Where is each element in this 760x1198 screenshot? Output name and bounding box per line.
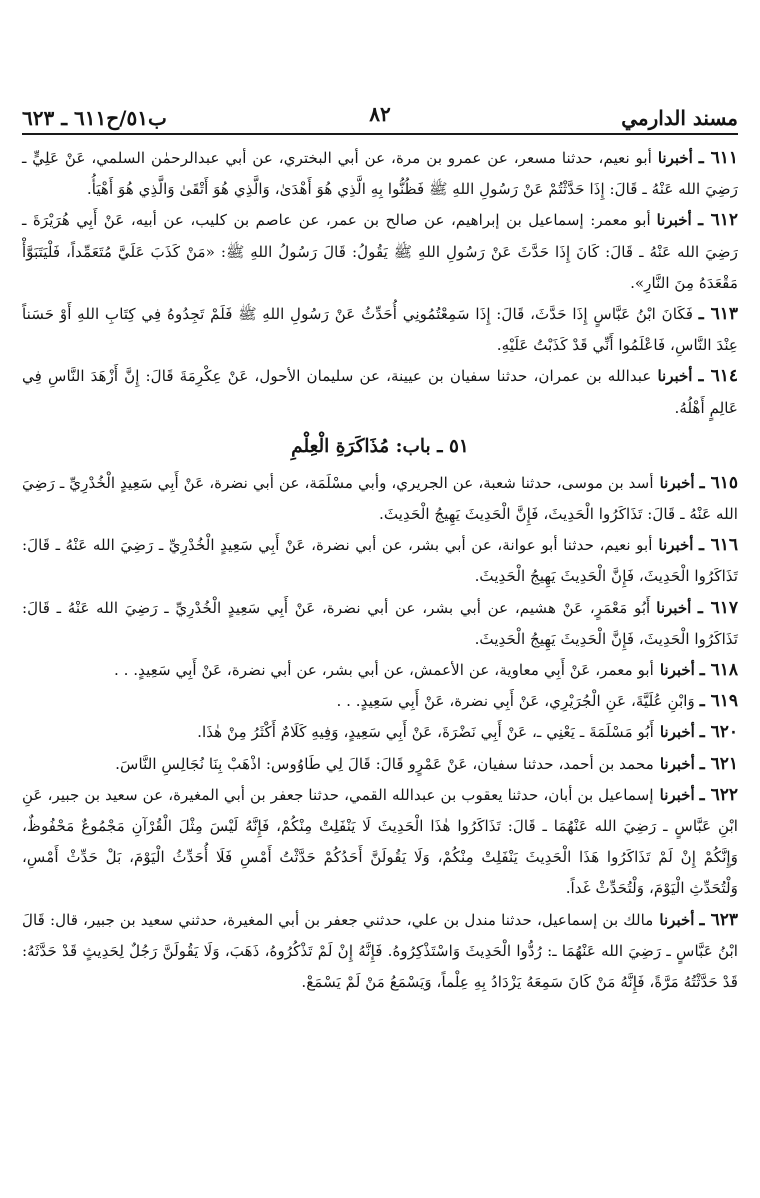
hadith-paragraph — [22, 780, 738, 905]
header-rule — [22, 133, 738, 135]
hadith-paragraph — [22, 468, 738, 530]
narration-lead: أخبرنا — [656, 211, 692, 230]
hadith-group-1 — [22, 143, 738, 424]
hadith-paragraph — [22, 205, 738, 299]
narration-lead: أخبرنا — [659, 723, 695, 742]
hadith-paragraph — [22, 143, 738, 205]
hadith-paragraph — [22, 530, 738, 592]
hadith-number: ٦١١ ـ — [698, 148, 739, 168]
narration-lead: أخبرنا — [657, 367, 693, 386]
hadith-number: ٦١٢ ـ — [698, 210, 739, 231]
hadith-number: ٦٢١ ـ — [699, 753, 738, 774]
hadith-paragraph — [22, 593, 738, 655]
hadith-group-2 — [22, 468, 738, 998]
hadith-text: أبو معمر: إسماعيل بن إبراهيم، عن صالح بن عمر، عن عاصم بن كليب، عن أبيه، عَنْ أَبِي هُرَيْرَةَ ـ رَضِيَ الله عَنْهُ ـ قَالَ: كَانَ إِذَا حَدَّثَ عَنْ رَسُولِ اللهِ ﷺ يَقُولُ: قَالَ رَسُولُ اللهِ ﷺ: «مَنْ كَذَبَ عَلَيَّ مُتَعَمِّداً، فَلْيَتَبَوَّأْ مَقْعَدَهُ مِنَ النَّارِ». — [22, 211, 738, 292]
narration-lead: أخبرنا — [658, 536, 694, 555]
narration-lead: أخبرنا — [659, 661, 695, 680]
narration-lead: أخبرنا — [659, 910, 695, 929]
page-body — [22, 143, 738, 998]
hadith-paragraph — [22, 749, 738, 780]
hadith-text: عبدالله بن عمران، حدثنا سفيان بن عيينة، عن سليمان الأحول، عَنْ عِكْرِمَةَ قَالَ: إِنَّ أَزْهَدَ النَّاسِ فِي عَالِمٍ أَهْلُهُ. — [22, 367, 738, 417]
hadith-text: أبو نعيم، حدثنا أبو عوانة، عن أبي بشر، عن أبي نضرة، عَنْ أَبِي سَعِيدٍ الْخُدْرِيِّ ـ رَضِيَ الله عَنْهُ ـ قَالَ: تَذَاكَرُوا الْحَدِيثَ، فَإِنَّ الْحَدِيثَ يَهِيجُ الْحَدِيثَ. — [22, 536, 738, 586]
narration-lead: أخبرنا — [659, 785, 695, 804]
chapter-title: ٥١ ـ باب: مُذَاكَرَةِ الْعِلْمِ — [291, 435, 469, 457]
book-title: مسند الدارمي — [621, 106, 738, 130]
hadith-number: ٦٢٢ ـ — [699, 784, 738, 805]
hadith-paragraph — [22, 905, 738, 999]
hadith-number: ٦١٧ ـ — [697, 597, 739, 618]
hadith-paragraph — [22, 717, 738, 748]
hadith-number: ٦١٤ ـ — [698, 366, 739, 387]
hadith-paragraph — [22, 299, 738, 361]
hadith-number: ٦١٨ ـ — [699, 660, 738, 681]
narration-lead: أخبرنا — [659, 473, 695, 492]
hadith-number: ٦١٣ ـ — [698, 304, 739, 325]
hadith-text: أبو نعيم، حدثنا مسعر، عن عمرو بن مرة، عن أبي البختري، عن أبي عبدالرحمٰن السلمي، عَنْ عَلِيٍّ ـ رَضِيَ الله عَنْهُ ـ قَالَ: إِذَا حَدَّثْتُمْ عَنْ رَسُولِ اللهِ ﷺ فَظُنُّوا بِهِ الَّذِي هُوَ أَهْدَىٰ، وَالَّذِي هُوَ أَتْقَىٰ وَالَّذِي هُوَ أَهْيَأُ. — [22, 149, 738, 199]
hadith-number: ٦٢٣ ـ — [699, 909, 738, 930]
page-number: ٨٢ — [369, 102, 391, 126]
hadith-text: أَبُو مَعْمَرٍ، عَنْ هشيم، عن أبي بشر، عن أبي نضرة، عَنْ أَبِي سَعِيدٍ الْخُدْرِيِّ ـ رَضِيَ الله عَنْهُ ـ قَالَ: تَذَاكَرُوا الْحَدِيثَ، فَإِنَّ الْحَدِيثَ يَهِيجُ الْحَدِيثَ. — [22, 598, 738, 648]
narration-lead: أخبرنا — [657, 149, 693, 167]
hadith-paragraph — [22, 361, 738, 423]
hadith-text: أبو معمر، عَنْ أَبِي معاوية، عن الأعمش، عن أبي بشر، عن أبي نضرة، عَنْ أَبِي سَعِيدٍ. . . — [113, 661, 654, 680]
hadith-text: مالك بن إسماعيل، حدثنا مندل بن علي، حدثني جعفر بن أبي المغيرة، حدثني سعيد بن جبير، قال: قَالَ ابْنُ عَبَّاسٍ ـ رَضِيَ الله عَنْهُمَا ـ: رُدُّوا الْحَدِيثَ وَاسْتَذْكِرُوهُ. فَإِنَّهُ إِنْ لَمْ تَذْكُرُوهُ، ذَهَبَ، وَلَا يَقُولَنَّ رَجُلٌ لِحَدِيثٍ قَدْ حَدَّثَهُ: قَدْ حَدَّثْتُهُ مَرَّةً، فَإِنَّهُ مَنْ كَانَ سَمِعَهُ يَزْدَادُ بِهِ عِلْماً، وَيَسْمَعُ مَنْ لَمْ يَسْمَعْ. — [22, 910, 738, 992]
hadith-text: وَابْنِ عُلَيَّةَ، عَنِ الْجُرَيْرِي، عَنْ أَبِي نضرة، عَنْ أَبِي سَعِيدٍ. . . — [336, 692, 695, 711]
hadith-paragraph — [22, 686, 738, 717]
hadith-text: فَكَانَ ابْنُ عَبَّاسٍ إِذَا حَدَّثَ، قَالَ: إِذَا سَمِعْتُمُونِي أُحَدِّثُ عَنْ رَسُولِ اللهِ ﷺ فَلَمْ تَجِدُوهُ فِي كِتَابِ اللهِ أَوْ حَسَناً عِنْدَ النَّاسِ، فَاعْلَمُوا أَنِّي قَدْ كَذَبْتُ عَلَيْهِ. — [22, 305, 738, 355]
page — [22, 0, 738, 1198]
hadith-text: محمد بن أحمد، حدثنا سفيان، عَنْ عَمْرٍو قَالَ: قَالَ لِي طَاوُوس: اذْهَبْ بِنَا نُجَالِسِ النَّاسَ. — [115, 754, 654, 773]
hadith-number: ٦١٩ ـ — [699, 691, 738, 712]
hadith-number: ٦١٥ ـ — [699, 472, 739, 493]
narration-lead: أخبرنا — [659, 754, 695, 773]
hadith-paragraph — [22, 655, 738, 686]
hadith-number: ٦٢٠ ـ — [699, 722, 738, 743]
running-header — [22, 96, 738, 130]
hadith-text: إسماعيل بن أبان، حدثنا يعقوب بن عبدالله القمي، حدثنا جعفر بن أبي المغيرة، عن سعيد بن جبير، عَنِ ابْنِ عَبَّاسٍ ـ رَضِيَ الله عَنْهُمَا ـ قَالَ: تَذَاكَرُوا هٰذَا الْحَدِيثَ لَا يَنْفَلِتْ مِنْكُمْ، فَإِنَّهُ لَيْسَ مِثْلَ الْقُرْآنِ مَجْمُوعٌ مَحْفُوظٌ، وَإِنَّكُمْ إِنْ لَمْ تَذَاكَرُوا هَذَا الْحَدِيثَ يَنْفَلِتْ مِنْكُمْ، وَلَا يَقُولَنَّ أَحَدُكُمْ حَدَّثْتُ أَمْسِ فَلَا أُحَدِّثُ الْيَوْمَ، بَلْ حَدِّثْ أَمْسِ، وَلْتُحَدِّثِ الْيَوْمَ، وَلْتُحَدِّثْ غَداً. — [22, 785, 738, 898]
hadith-range: ب٥١/ح٦١١ ـ ٦٢٣ — [22, 106, 167, 130]
hadith-text: أسد بن موسى، حدثنا شعبة، عن الجريري، وأبي مسْلَمَة، عن أبي نضرة، عَنْ أَبِي سَعِيدٍ الْخُدْرِيِّ ـ رَضِيَ الله عَنْهُ ـ قَالَ: تَذَاكَرُوا الْحَدِيثَ، فَإِنَّ الْحَدِيثَ يَهِيجُ الْحَدِيثَ. — [22, 473, 738, 524]
hadith-text: أَبُو مَسْلَمَةَ ـ يَعْنِي ـ، عَنْ أَبِي نَضْرَةَ، عَنْ أَبِي سَعِيدٍ، وَفِيهِ كَلَامٌ أَكْثَرُ مِنْ هٰذَا. — [197, 723, 654, 742]
narration-lead: أخبرنا — [656, 598, 692, 617]
hadith-number: ٦١٦ ـ — [698, 535, 738, 556]
